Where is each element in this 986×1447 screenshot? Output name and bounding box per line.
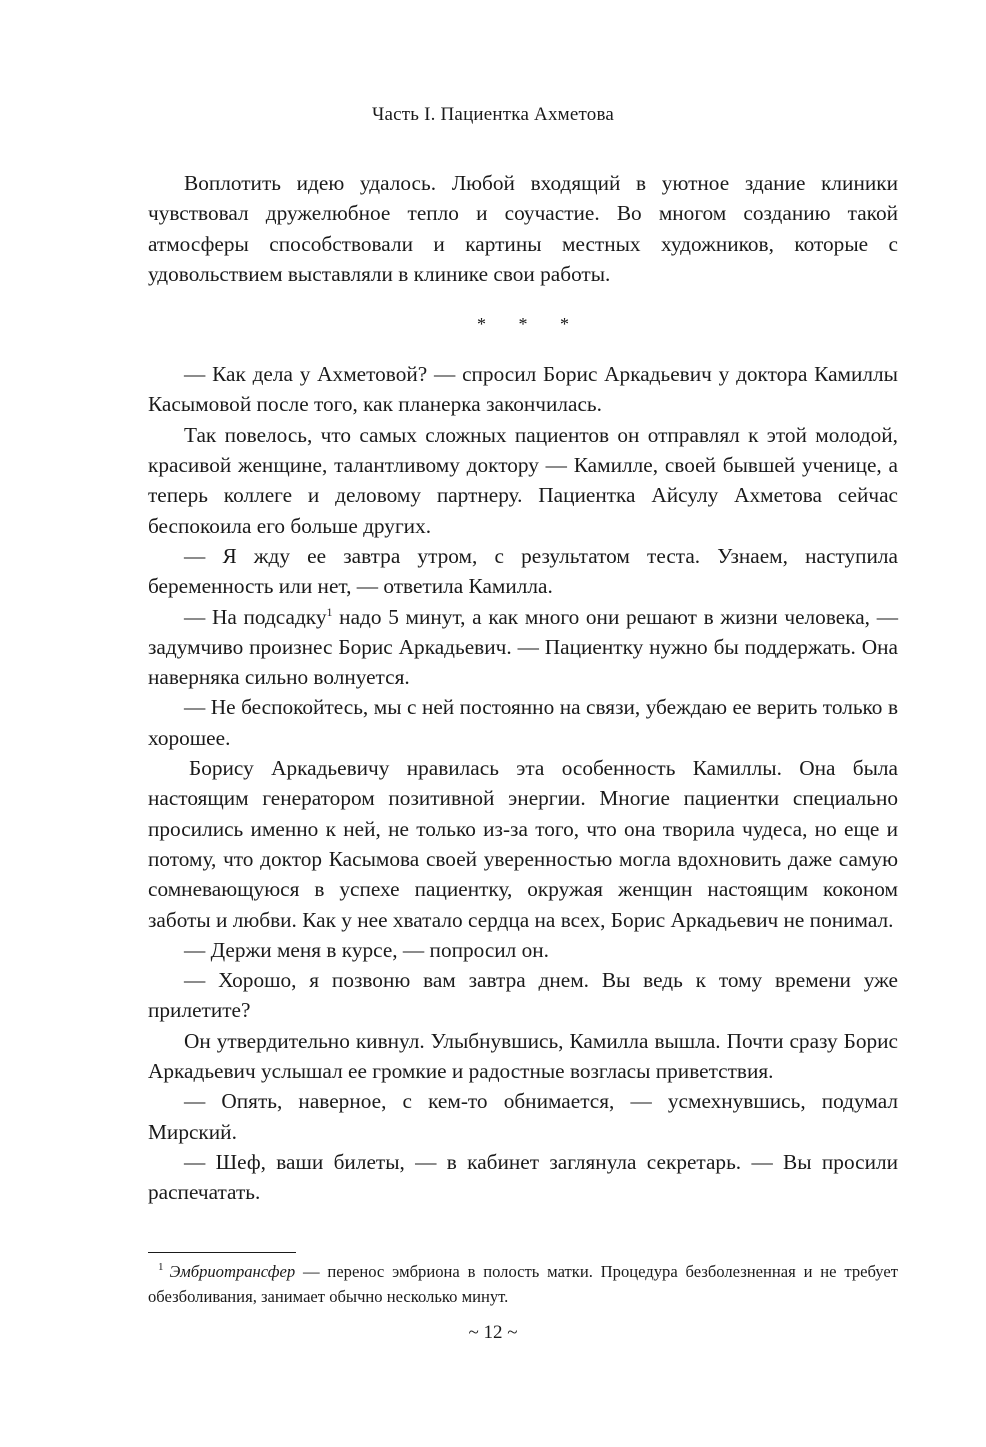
paragraph-4: — Я жду ее завтра утром, с результатом теста. Узнаем, наступила беременность или нет, — ответила Камилла. xyxy=(148,543,898,599)
footnote-body xyxy=(148,1259,898,1309)
footnote-divider xyxy=(148,1252,296,1253)
paragraph-6: — Не беспокойтесь, мы с ней постоянно на связи, убеждаю ее верить только в хорошее. xyxy=(148,695,898,750)
paragraph-2: — Как дела у Ахметовой? — спросил Борис Аркадьевич у доктора Камиллы Касымовой после того, как планерка закончилась. xyxy=(148,362,898,417)
paragraph-7: Борису Аркадьевичу нравилась эта особенность Камиллы. Она была настоящим генератором позитивной энергии. Многие пациентки специально просились именно к ней, не только из-за того, что она творила чудеса, но еще и потому, что доктор Касымова своей уверенностью могла вдохновить даже самую сомневающуюся в успехе пациентку, окружая женщин настоящим коконом заботы и любви. Как у нее хватало сердца на всех, Борис Аркадьевич не понимал. xyxy=(148,756,898,932)
page-number: ~ 12 ~ xyxy=(468,1322,518,1343)
footnote-term: Эмбриотрансфер xyxy=(169,1262,296,1281)
footnote-number: 1 xyxy=(158,1261,164,1274)
paragraph-9: — Хорошо, я позвоню вам завтра днем. Вы ведь к тому времени уже прилетите? xyxy=(148,968,898,1023)
footnote-text: — перенос эмбриона в полость матки. Процедура безболезненная и не требует обезболивания, занимает обычно несколько минут. xyxy=(148,1262,898,1306)
paragraph-5-end: надо 5 минут, а как много они решают в жизни человека, — задумчиво произнес Борис Аркадьевич. — Пациентку нужно бы поддержать. Она наверняка сильно волнуется. xyxy=(148,604,898,690)
body-text xyxy=(148,168,898,1208)
paragraph-5-start: — На подсадку xyxy=(184,604,327,629)
paragraph-1: Воплотить идею удалось. Любой входящий в уютное здание клиники чувствовал дружелюбное тепло и соучастие. Во многом созданию такой атмосферы способствовали и картины местных художников, которые с удовольствием выставляли в клинике свои работы. xyxy=(148,171,898,286)
paragraph-8: — Держи меня в курсе, — попросил он. xyxy=(184,937,549,962)
section-separator: * * * xyxy=(477,314,583,335)
paragraph-10: Он утвердительно кивнул. Улыбнувшись, Камилла вышла. Почти сразу Борис Аркадьевич услышал ее громкие и радостные возгласы приветствия. xyxy=(148,1028,898,1084)
footnote xyxy=(148,1259,898,1309)
paragraph-12: — Шеф, ваши билеты, — в кабинет заглянула секретарь. — Вы просили распечатать. xyxy=(148,1149,898,1205)
footnote-reference[interactable]: 1 xyxy=(326,604,333,619)
paragraph-11: — Опять, наверное, с кем-то обнимается, — усмехнувшись, подумал Мирский. xyxy=(148,1089,898,1144)
paragraph-5 xyxy=(148,602,898,693)
paragraph-3: Так повелось, что самых сложных пациентов он отправлял к этой молодой, красивой женщине, талантливому доктору — Камилле, своей бывшей ученице, а теперь коллеге и деловому партнеру. Пациентка Айсулу Ахметова сейчас беспокоила его больше других. xyxy=(148,422,898,538)
running-head: Часть I. Пациентка Ахметова xyxy=(371,104,615,125)
